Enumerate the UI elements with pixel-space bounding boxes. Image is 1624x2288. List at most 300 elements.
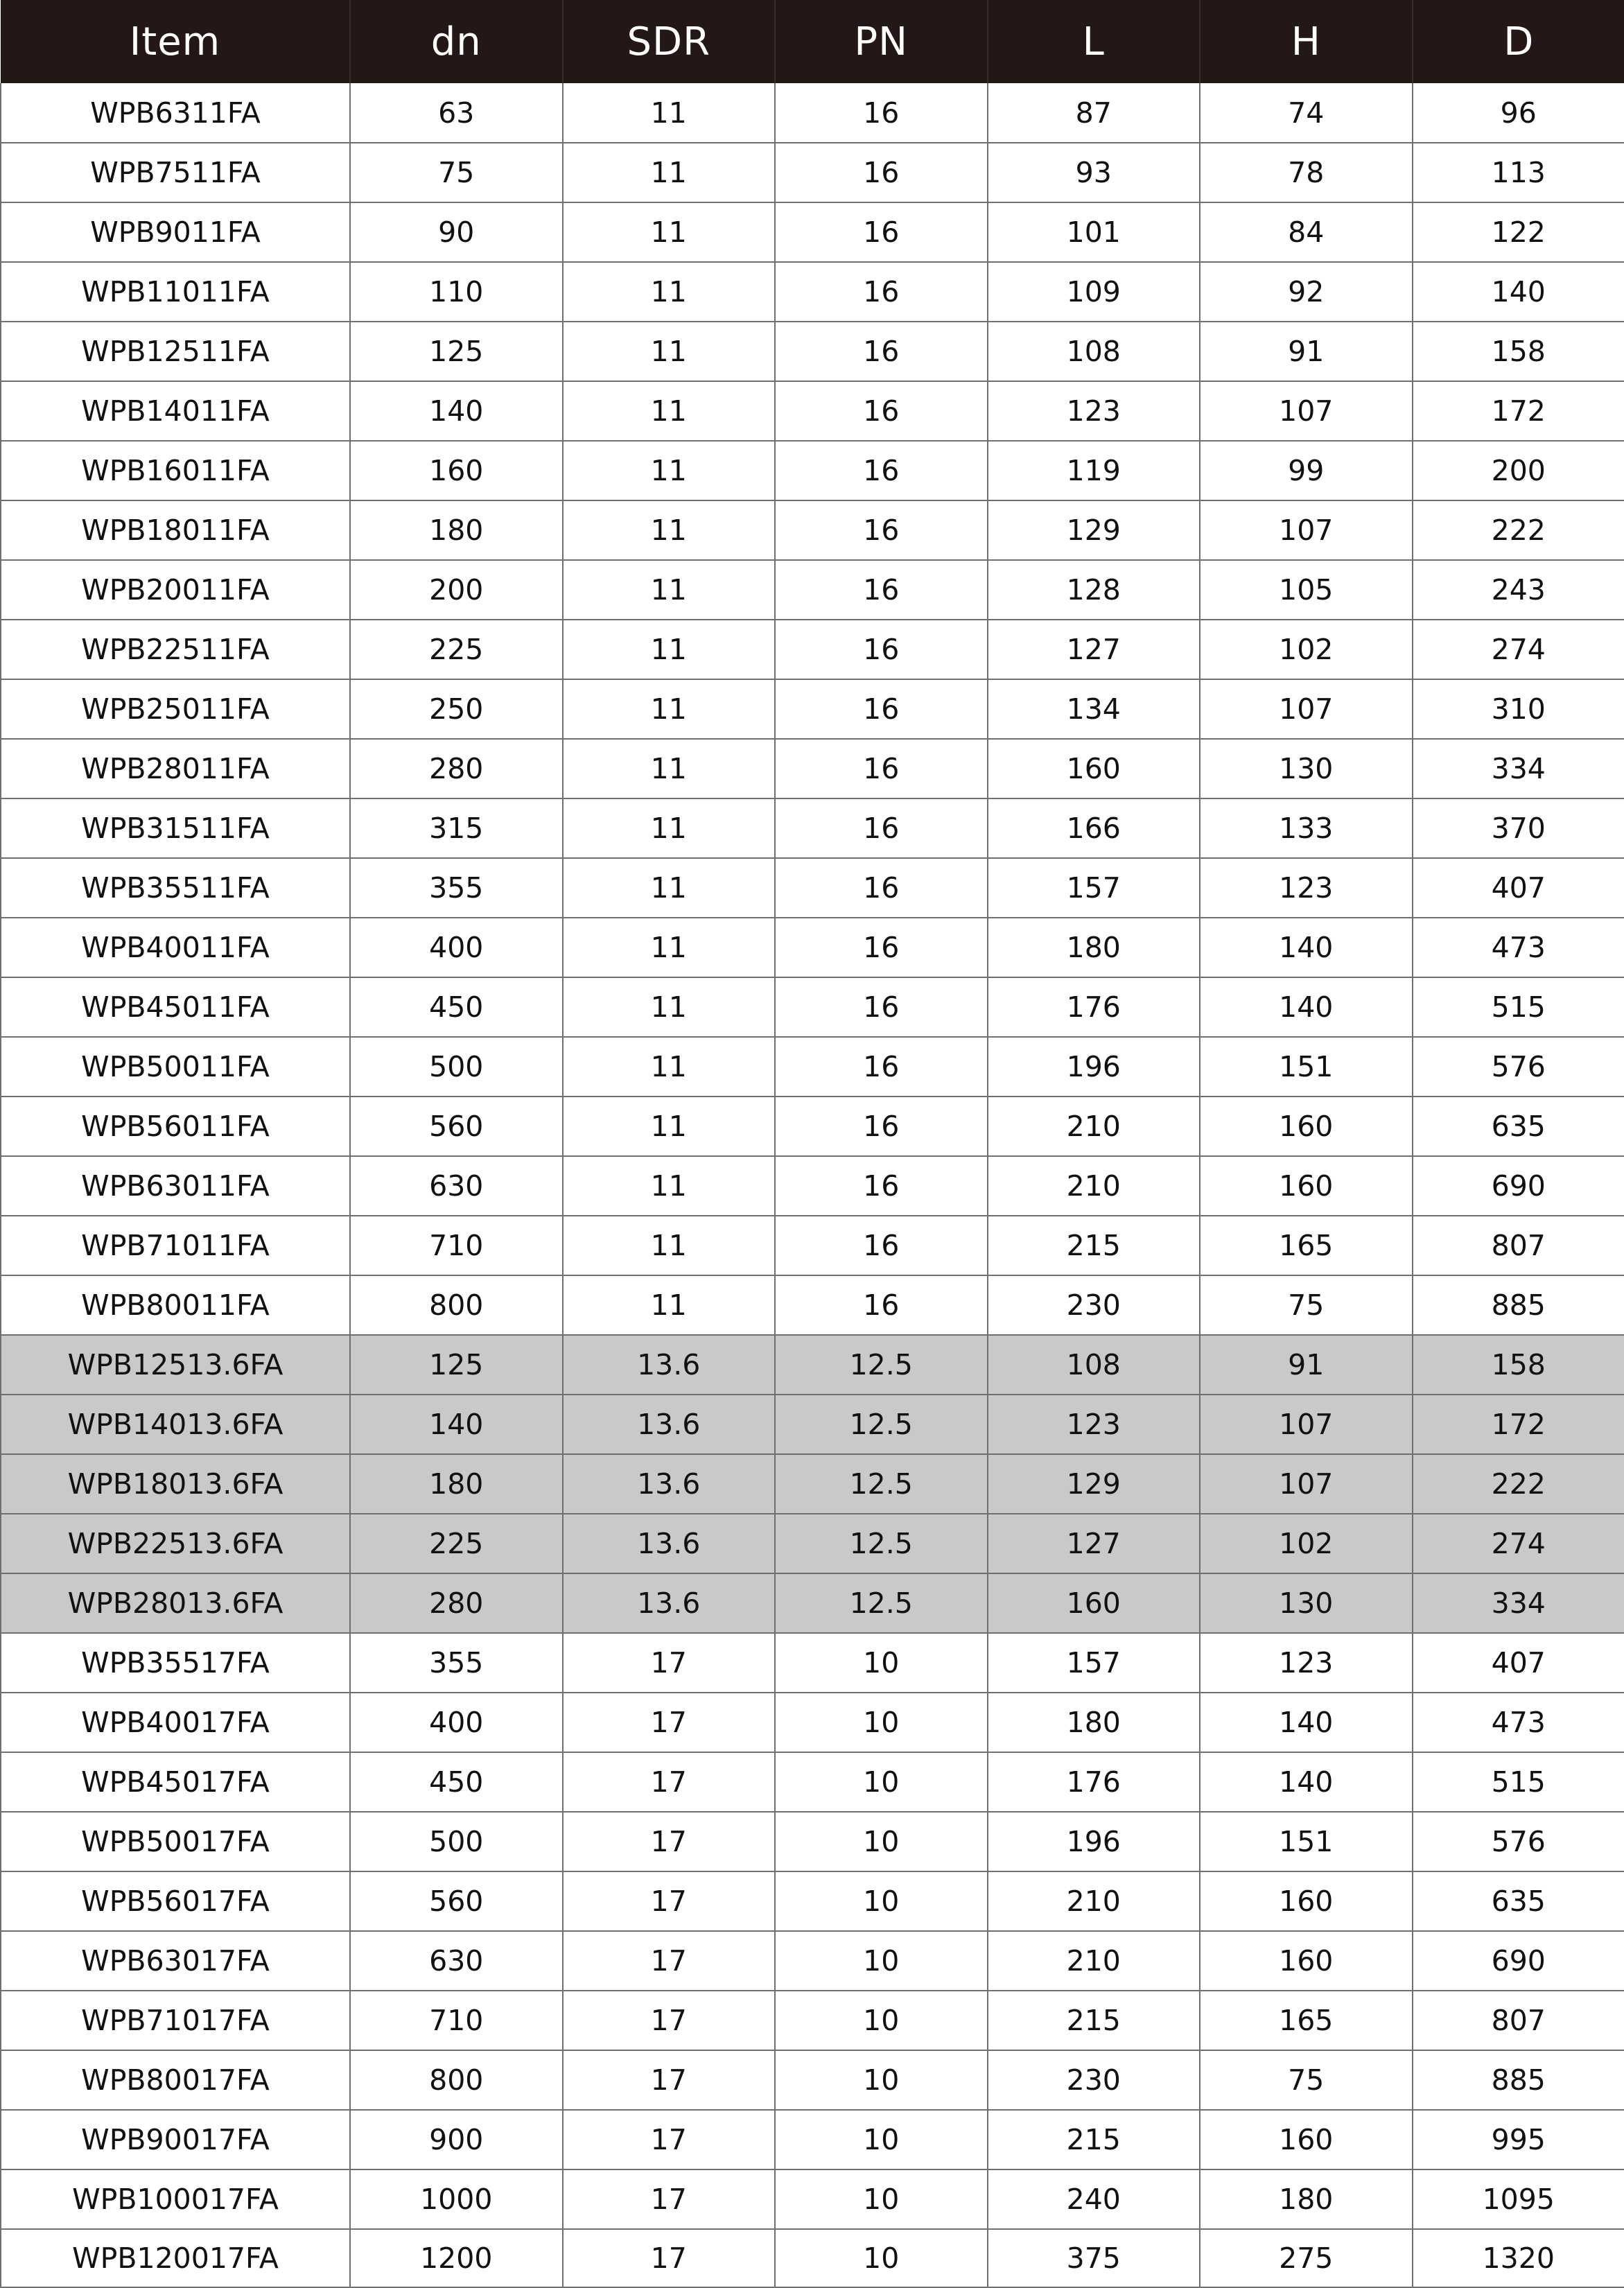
cell-dn: 450 xyxy=(350,977,563,1037)
cell-l: 108 xyxy=(988,1335,1200,1395)
cell-d: 274 xyxy=(1413,1514,1624,1573)
table-row xyxy=(1,858,1624,918)
cell-item: WPB45011FA xyxy=(1,977,350,1037)
table-row xyxy=(1,1454,1624,1514)
cell-l: 196 xyxy=(988,1812,1200,1871)
cell-sdr: 13.6 xyxy=(563,1454,776,1514)
table-row xyxy=(1,1812,1624,1871)
cell-dn: 560 xyxy=(350,1871,563,1931)
cell-item: WPB12511FA xyxy=(1,322,350,381)
table-row xyxy=(1,620,1624,679)
cell-d: 635 xyxy=(1413,1097,1624,1156)
cell-d: 200 xyxy=(1413,441,1624,500)
cell-l: 127 xyxy=(988,1514,1200,1573)
cell-d: 885 xyxy=(1413,1275,1624,1335)
cell-d: 370 xyxy=(1413,798,1624,858)
column-header-sdr: SDR xyxy=(563,0,776,83)
cell-dn: 560 xyxy=(350,1097,563,1156)
cell-item: WPB16011FA xyxy=(1,441,350,500)
cell-dn: 400 xyxy=(350,918,563,977)
cell-dn: 200 xyxy=(350,560,563,620)
cell-d: 158 xyxy=(1413,322,1624,381)
cell-l: 166 xyxy=(988,798,1200,858)
cell-pn: 16 xyxy=(775,1156,988,1216)
cell-d: 635 xyxy=(1413,1871,1624,1931)
table-row xyxy=(1,441,1624,500)
cell-d: 158 xyxy=(1413,1335,1624,1395)
table-row xyxy=(1,1395,1624,1454)
cell-item: WPB22511FA xyxy=(1,620,350,679)
table-row xyxy=(1,2229,1624,2287)
cell-h: 74 xyxy=(1200,83,1413,143)
cell-d: 407 xyxy=(1413,858,1624,918)
cell-dn: 1200 xyxy=(350,2229,563,2287)
cell-h: 75 xyxy=(1200,1275,1413,1335)
cell-item: WPB20011FA xyxy=(1,560,350,620)
cell-sdr: 17 xyxy=(563,1812,776,1871)
cell-h: 140 xyxy=(1200,918,1413,977)
cell-d: 690 xyxy=(1413,1156,1624,1216)
cell-d: 515 xyxy=(1413,1752,1624,1812)
cell-pn: 10 xyxy=(775,1931,988,1991)
cell-dn: 180 xyxy=(350,500,563,560)
cell-h: 165 xyxy=(1200,1991,1413,2050)
cell-pn: 16 xyxy=(775,1097,988,1156)
cell-item: WPB31511FA xyxy=(1,798,350,858)
cell-h: 140 xyxy=(1200,1752,1413,1812)
cell-item: WPB18011FA xyxy=(1,500,350,560)
cell-h: 92 xyxy=(1200,262,1413,322)
cell-sdr: 11 xyxy=(563,1216,776,1275)
cell-sdr: 17 xyxy=(563,1752,776,1812)
cell-h: 160 xyxy=(1200,1871,1413,1931)
cell-item: WPB120017FA xyxy=(1,2229,350,2287)
cell-dn: 400 xyxy=(350,1693,563,1752)
cell-item: WPB80011FA xyxy=(1,1275,350,1335)
cell-item: WPB90017FA xyxy=(1,2110,350,2169)
cell-dn: 110 xyxy=(350,262,563,322)
cell-pn: 10 xyxy=(775,2169,988,2229)
cell-item: WPB40017FA xyxy=(1,1693,350,1752)
cell-d: 1095 xyxy=(1413,2169,1624,2229)
cell-h: 151 xyxy=(1200,1037,1413,1097)
cell-h: 275 xyxy=(1200,2229,1413,2287)
cell-dn: 225 xyxy=(350,620,563,679)
cell-h: 107 xyxy=(1200,679,1413,739)
cell-l: 230 xyxy=(988,2050,1200,2110)
cell-pn: 16 xyxy=(775,1037,988,1097)
cell-h: 140 xyxy=(1200,977,1413,1037)
cell-d: 995 xyxy=(1413,2110,1624,2169)
cell-l: 129 xyxy=(988,1454,1200,1514)
cell-l: 119 xyxy=(988,441,1200,500)
cell-d: 807 xyxy=(1413,1991,1624,2050)
cell-l: 215 xyxy=(988,1216,1200,1275)
cell-l: 160 xyxy=(988,739,1200,798)
cell-h: 107 xyxy=(1200,1395,1413,1454)
cell-item: WPB56011FA xyxy=(1,1097,350,1156)
cell-pn: 10 xyxy=(775,2050,988,2110)
table-row xyxy=(1,1871,1624,1931)
cell-dn: 250 xyxy=(350,679,563,739)
column-header-l: L xyxy=(988,0,1200,83)
cell-item: WPB50017FA xyxy=(1,1812,350,1871)
table-row xyxy=(1,143,1624,202)
header-row xyxy=(1,0,1624,83)
cell-pn: 12.5 xyxy=(775,1514,988,1573)
table-row xyxy=(1,1514,1624,1573)
cell-sdr: 11 xyxy=(563,500,776,560)
cell-pn: 12.5 xyxy=(775,1454,988,1514)
cell-d: 172 xyxy=(1413,1395,1624,1454)
cell-sdr: 11 xyxy=(563,1275,776,1335)
cell-pn: 16 xyxy=(775,143,988,202)
table-row xyxy=(1,1275,1624,1335)
cell-sdr: 11 xyxy=(563,679,776,739)
cell-l: 123 xyxy=(988,381,1200,441)
table-row xyxy=(1,739,1624,798)
cell-item: WPB25011FA xyxy=(1,679,350,739)
cell-sdr: 11 xyxy=(563,977,776,1037)
cell-item: WPB63017FA xyxy=(1,1931,350,1991)
cell-pn: 12.5 xyxy=(775,1335,988,1395)
cell-l: 160 xyxy=(988,1573,1200,1633)
table-row xyxy=(1,560,1624,620)
cell-h: 102 xyxy=(1200,620,1413,679)
cell-sdr: 11 xyxy=(563,918,776,977)
cell-dn: 710 xyxy=(350,1991,563,2050)
table-row xyxy=(1,322,1624,381)
cell-l: 128 xyxy=(988,560,1200,620)
cell-l: 210 xyxy=(988,1871,1200,1931)
cell-item: WPB22513.6FA xyxy=(1,1514,350,1573)
cell-l: 87 xyxy=(988,83,1200,143)
cell-sdr: 11 xyxy=(563,202,776,262)
cell-dn: 315 xyxy=(350,798,563,858)
cell-sdr: 13.6 xyxy=(563,1395,776,1454)
cell-item: WPB12513.6FA xyxy=(1,1335,350,1395)
table-row xyxy=(1,1573,1624,1633)
cell-dn: 125 xyxy=(350,1335,563,1395)
cell-l: 157 xyxy=(988,1633,1200,1693)
cell-pn: 10 xyxy=(775,1871,988,1931)
cell-d: 113 xyxy=(1413,143,1624,202)
cell-dn: 900 xyxy=(350,2110,563,2169)
cell-pn: 16 xyxy=(775,560,988,620)
cell-h: 123 xyxy=(1200,1633,1413,1693)
cell-item: WPB6311FA xyxy=(1,83,350,143)
cell-item: WPB40011FA xyxy=(1,918,350,977)
cell-item: WPB18013.6FA xyxy=(1,1454,350,1514)
cell-h: 160 xyxy=(1200,1156,1413,1216)
cell-pn: 10 xyxy=(775,1752,988,1812)
cell-sdr: 17 xyxy=(563,2169,776,2229)
cell-h: 130 xyxy=(1200,1573,1413,1633)
cell-item: WPB71017FA xyxy=(1,1991,350,2050)
cell-l: 127 xyxy=(988,620,1200,679)
cell-item: WPB63011FA xyxy=(1,1156,350,1216)
cell-l: 210 xyxy=(988,1931,1200,1991)
cell-pn: 16 xyxy=(775,1275,988,1335)
cell-pn: 10 xyxy=(775,2229,988,2287)
cell-pn: 16 xyxy=(775,918,988,977)
table-row xyxy=(1,500,1624,560)
cell-d: 473 xyxy=(1413,918,1624,977)
cell-dn: 280 xyxy=(350,739,563,798)
column-header-h: H xyxy=(1200,0,1413,83)
cell-l: 101 xyxy=(988,202,1200,262)
cell-dn: 140 xyxy=(350,1395,563,1454)
cell-pn: 16 xyxy=(775,322,988,381)
cell-sdr: 17 xyxy=(563,1991,776,2050)
table-row xyxy=(1,2050,1624,2110)
cell-dn: 63 xyxy=(350,83,563,143)
cell-pn: 10 xyxy=(775,1991,988,2050)
cell-h: 105 xyxy=(1200,560,1413,620)
table-header xyxy=(1,0,1624,83)
cell-sdr: 17 xyxy=(563,2050,776,2110)
cell-sdr: 17 xyxy=(563,1871,776,1931)
table-row xyxy=(1,679,1624,739)
table-body xyxy=(1,83,1624,2287)
cell-pn: 16 xyxy=(775,381,988,441)
cell-d: 172 xyxy=(1413,381,1624,441)
cell-item: WPB45017FA xyxy=(1,1752,350,1812)
table-row xyxy=(1,1931,1624,1991)
cell-dn: 500 xyxy=(350,1037,563,1097)
cell-h: 78 xyxy=(1200,143,1413,202)
cell-dn: 180 xyxy=(350,1454,563,1514)
table-row xyxy=(1,2169,1624,2229)
cell-sdr: 11 xyxy=(563,1097,776,1156)
cell-item: WPB28013.6FA xyxy=(1,1573,350,1633)
cell-h: 151 xyxy=(1200,1812,1413,1871)
cell-h: 160 xyxy=(1200,2110,1413,2169)
cell-l: 210 xyxy=(988,1097,1200,1156)
cell-dn: 125 xyxy=(350,322,563,381)
cell-sdr: 11 xyxy=(563,620,776,679)
cell-d: 140 xyxy=(1413,262,1624,322)
cell-item: WPB9011FA xyxy=(1,202,350,262)
cell-pn: 10 xyxy=(775,1812,988,1871)
cell-item: WPB35517FA xyxy=(1,1633,350,1693)
cell-item: WPB50011FA xyxy=(1,1037,350,1097)
cell-h: 133 xyxy=(1200,798,1413,858)
cell-d: 222 xyxy=(1413,500,1624,560)
cell-l: 123 xyxy=(988,1395,1200,1454)
cell-sdr: 11 xyxy=(563,798,776,858)
cell-l: 176 xyxy=(988,977,1200,1037)
cell-pn: 16 xyxy=(775,798,988,858)
cell-pn: 12.5 xyxy=(775,1573,988,1633)
cell-d: 96 xyxy=(1413,83,1624,143)
column-header-item: Item xyxy=(1,0,350,83)
cell-sdr: 13.6 xyxy=(563,1573,776,1633)
cell-pn: 16 xyxy=(775,441,988,500)
cell-pn: 16 xyxy=(775,202,988,262)
cell-d: 274 xyxy=(1413,620,1624,679)
cell-pn: 16 xyxy=(775,739,988,798)
cell-h: 107 xyxy=(1200,1454,1413,1514)
cell-sdr: 17 xyxy=(563,1693,776,1752)
cell-pn: 16 xyxy=(775,83,988,143)
cell-h: 99 xyxy=(1200,441,1413,500)
table-row xyxy=(1,1156,1624,1216)
cell-l: 134 xyxy=(988,679,1200,739)
cell-dn: 800 xyxy=(350,2050,563,2110)
cell-dn: 90 xyxy=(350,202,563,262)
cell-d: 310 xyxy=(1413,679,1624,739)
cell-item: WPB14011FA xyxy=(1,381,350,441)
cell-pn: 10 xyxy=(775,1633,988,1693)
cell-d: 1320 xyxy=(1413,2229,1624,2287)
cell-l: 230 xyxy=(988,1275,1200,1335)
cell-d: 407 xyxy=(1413,1633,1624,1693)
table-row xyxy=(1,1037,1624,1097)
table-row xyxy=(1,202,1624,262)
cell-d: 576 xyxy=(1413,1037,1624,1097)
cell-sdr: 11 xyxy=(563,322,776,381)
cell-d: 122 xyxy=(1413,202,1624,262)
cell-l: 240 xyxy=(988,2169,1200,2229)
cell-sdr: 11 xyxy=(563,441,776,500)
cell-h: 84 xyxy=(1200,202,1413,262)
cell-pn: 16 xyxy=(775,500,988,560)
cell-item: WPB11011FA xyxy=(1,262,350,322)
table-row xyxy=(1,381,1624,441)
cell-d: 334 xyxy=(1413,739,1624,798)
cell-l: 215 xyxy=(988,2110,1200,2169)
cell-h: 160 xyxy=(1200,1097,1413,1156)
cell-d: 243 xyxy=(1413,560,1624,620)
cell-h: 165 xyxy=(1200,1216,1413,1275)
table-row xyxy=(1,83,1624,143)
cell-sdr: 11 xyxy=(563,381,776,441)
table-row xyxy=(1,1097,1624,1156)
cell-d: 807 xyxy=(1413,1216,1624,1275)
cell-l: 129 xyxy=(988,500,1200,560)
cell-pn: 16 xyxy=(775,262,988,322)
cell-sdr: 17 xyxy=(563,1633,776,1693)
cell-l: 215 xyxy=(988,1991,1200,2050)
cell-h: 102 xyxy=(1200,1514,1413,1573)
table-row xyxy=(1,2110,1624,2169)
cell-l: 196 xyxy=(988,1037,1200,1097)
table-row xyxy=(1,1693,1624,1752)
cell-d: 334 xyxy=(1413,1573,1624,1633)
cell-sdr: 11 xyxy=(563,858,776,918)
cell-pn: 16 xyxy=(775,977,988,1037)
cell-sdr: 11 xyxy=(563,1037,776,1097)
cell-pn: 10 xyxy=(775,1693,988,1752)
cell-sdr: 11 xyxy=(563,262,776,322)
cell-item: WPB35511FA xyxy=(1,858,350,918)
cell-h: 140 xyxy=(1200,1693,1413,1752)
cell-d: 576 xyxy=(1413,1812,1624,1871)
column-header-d: D xyxy=(1413,0,1624,83)
cell-dn: 140 xyxy=(350,381,563,441)
table-row xyxy=(1,1216,1624,1275)
cell-h: 107 xyxy=(1200,500,1413,560)
cell-dn: 280 xyxy=(350,1573,563,1633)
cell-item: WPB71011FA xyxy=(1,1216,350,1275)
cell-h: 107 xyxy=(1200,381,1413,441)
cell-sdr: 13.6 xyxy=(563,1514,776,1573)
cell-dn: 160 xyxy=(350,441,563,500)
cell-sdr: 11 xyxy=(563,143,776,202)
cell-dn: 630 xyxy=(350,1931,563,1991)
cell-item: WPB7511FA xyxy=(1,143,350,202)
cell-dn: 630 xyxy=(350,1156,563,1216)
cell-pn: 10 xyxy=(775,2110,988,2169)
cell-l: 180 xyxy=(988,1693,1200,1752)
cell-sdr: 11 xyxy=(563,83,776,143)
cell-dn: 225 xyxy=(350,1514,563,1573)
cell-d: 885 xyxy=(1413,2050,1624,2110)
table-row xyxy=(1,1991,1624,2050)
cell-pn: 16 xyxy=(775,679,988,739)
cell-dn: 710 xyxy=(350,1216,563,1275)
cell-d: 473 xyxy=(1413,1693,1624,1752)
cell-d: 515 xyxy=(1413,977,1624,1037)
cell-dn: 500 xyxy=(350,1812,563,1871)
cell-item: WPB80017FA xyxy=(1,2050,350,2110)
column-header-pn: PN xyxy=(775,0,988,83)
cell-d: 222 xyxy=(1413,1454,1624,1514)
cell-l: 109 xyxy=(988,262,1200,322)
table-row xyxy=(1,262,1624,322)
cell-l: 210 xyxy=(988,1156,1200,1216)
cell-item: WPB56017FA xyxy=(1,1871,350,1931)
cell-sdr: 11 xyxy=(563,739,776,798)
cell-sdr: 17 xyxy=(563,1931,776,1991)
cell-h: 75 xyxy=(1200,2050,1413,2110)
cell-dn: 1000 xyxy=(350,2169,563,2229)
cell-sdr: 11 xyxy=(563,560,776,620)
cell-item: WPB100017FA xyxy=(1,2169,350,2229)
cell-l: 180 xyxy=(988,918,1200,977)
cell-pn: 16 xyxy=(775,1216,988,1275)
cell-sdr: 13.6 xyxy=(563,1335,776,1395)
cell-pn: 16 xyxy=(775,620,988,679)
cell-h: 91 xyxy=(1200,322,1413,381)
table-row xyxy=(1,1752,1624,1812)
column-header-dn: dn xyxy=(350,0,563,83)
cell-dn: 355 xyxy=(350,1633,563,1693)
table-row xyxy=(1,977,1624,1037)
cell-sdr: 17 xyxy=(563,2110,776,2169)
cell-l: 108 xyxy=(988,322,1200,381)
table-row xyxy=(1,918,1624,977)
cell-item: WPB28011FA xyxy=(1,739,350,798)
cell-h: 123 xyxy=(1200,858,1413,918)
cell-h: 160 xyxy=(1200,1931,1413,1991)
cell-l: 176 xyxy=(988,1752,1200,1812)
table-row xyxy=(1,1633,1624,1693)
cell-pn: 12.5 xyxy=(775,1395,988,1454)
cell-l: 157 xyxy=(988,858,1200,918)
cell-dn: 75 xyxy=(350,143,563,202)
cell-h: 91 xyxy=(1200,1335,1413,1395)
cell-h: 130 xyxy=(1200,739,1413,798)
cell-dn: 355 xyxy=(350,858,563,918)
cell-dn: 450 xyxy=(350,1752,563,1812)
table-row xyxy=(1,798,1624,858)
cell-l: 93 xyxy=(988,143,1200,202)
cell-dn: 800 xyxy=(350,1275,563,1335)
cell-pn: 16 xyxy=(775,858,988,918)
cell-h: 180 xyxy=(1200,2169,1413,2229)
